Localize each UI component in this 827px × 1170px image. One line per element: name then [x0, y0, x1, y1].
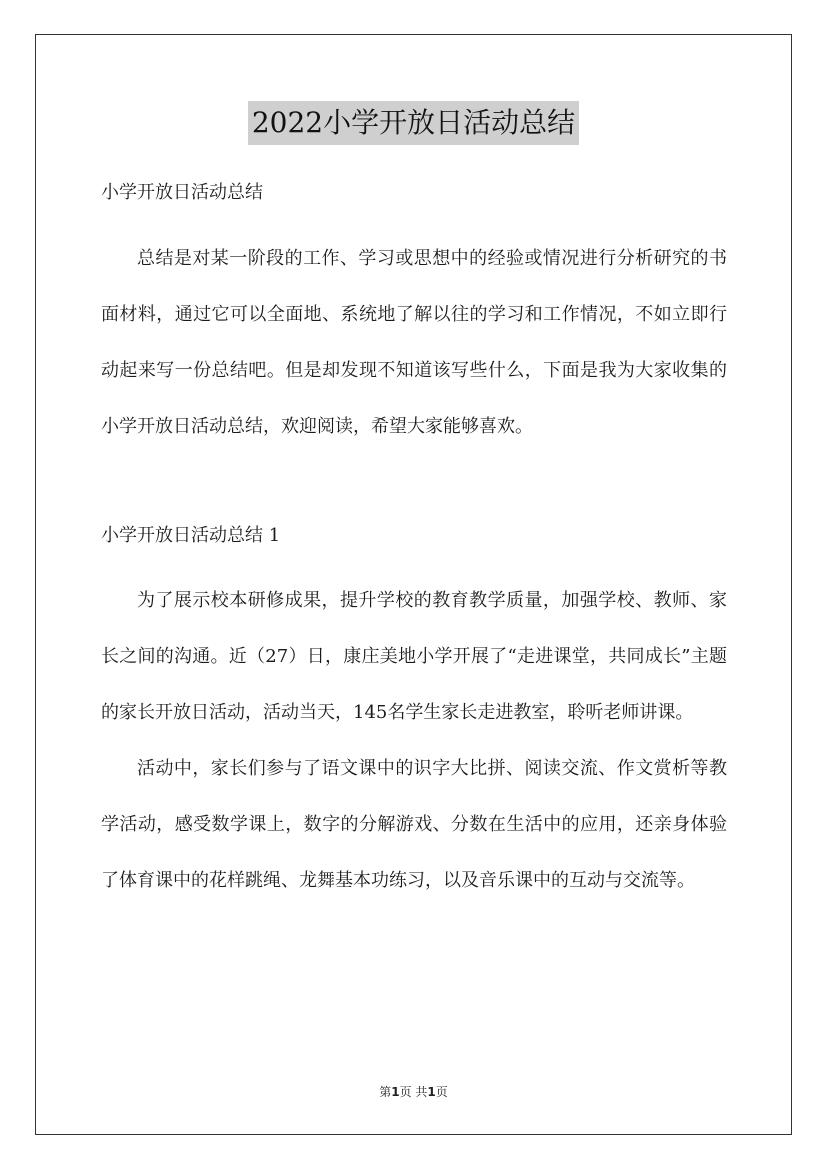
footer-page-mid: 页 共 [399, 1085, 428, 1099]
footer-page-prefix: 第 [379, 1085, 392, 1099]
title-container [0, 101, 827, 145]
section-paragraph: 活动中，家长们参与了语文课中的识字大比拼、阅读交流、作文赏析等教学活动，感受数学课上，数字的分解游戏、分数在生活中的应用，还亲身体验了体育课中的花样跳绳、龙舞基本功练习，以及音乐课中的互动与交流等。 [101, 758, 727, 891]
intro-heading: 小学开放日活动总结 [101, 182, 263, 203]
footer-total-pages: 1 [427, 1085, 436, 1099]
footer-page-suffix: 页 [435, 1085, 448, 1099]
page-footer [0, 1083, 827, 1100]
section-heading: 小学开放日活动总结 1 [101, 525, 281, 546]
document-title: 2022小学开放日活动总结 [248, 101, 579, 145]
document-body [101, 174, 727, 909]
section-paragraph: 为了展示校本研修成果，提升学校的教育教学质量，加强学校、教师、家长之间的沟通。近（27）日，康庄美地小学开展了“走进课堂，共同成长”主题的家长开放日活动，活动当天，145名学生家长走进教室，聆听老师讲课。 [101, 590, 727, 723]
intro-paragraph: 总结是对某一阶段的工作、学习或思想中的经验或情况进行分析研究的书面材料，通过它可以全面地、系统地了解以往的学习和工作情况，不如立即行动起来写一份总结吧。但是却发现不知道该写些什么，下面是我为大家收集的小学开放日活动总结，欢迎阅读，希望大家能够喜欢。 [101, 248, 727, 437]
footer-current-page: 1 [391, 1085, 400, 1099]
section-spacer [101, 455, 727, 517]
